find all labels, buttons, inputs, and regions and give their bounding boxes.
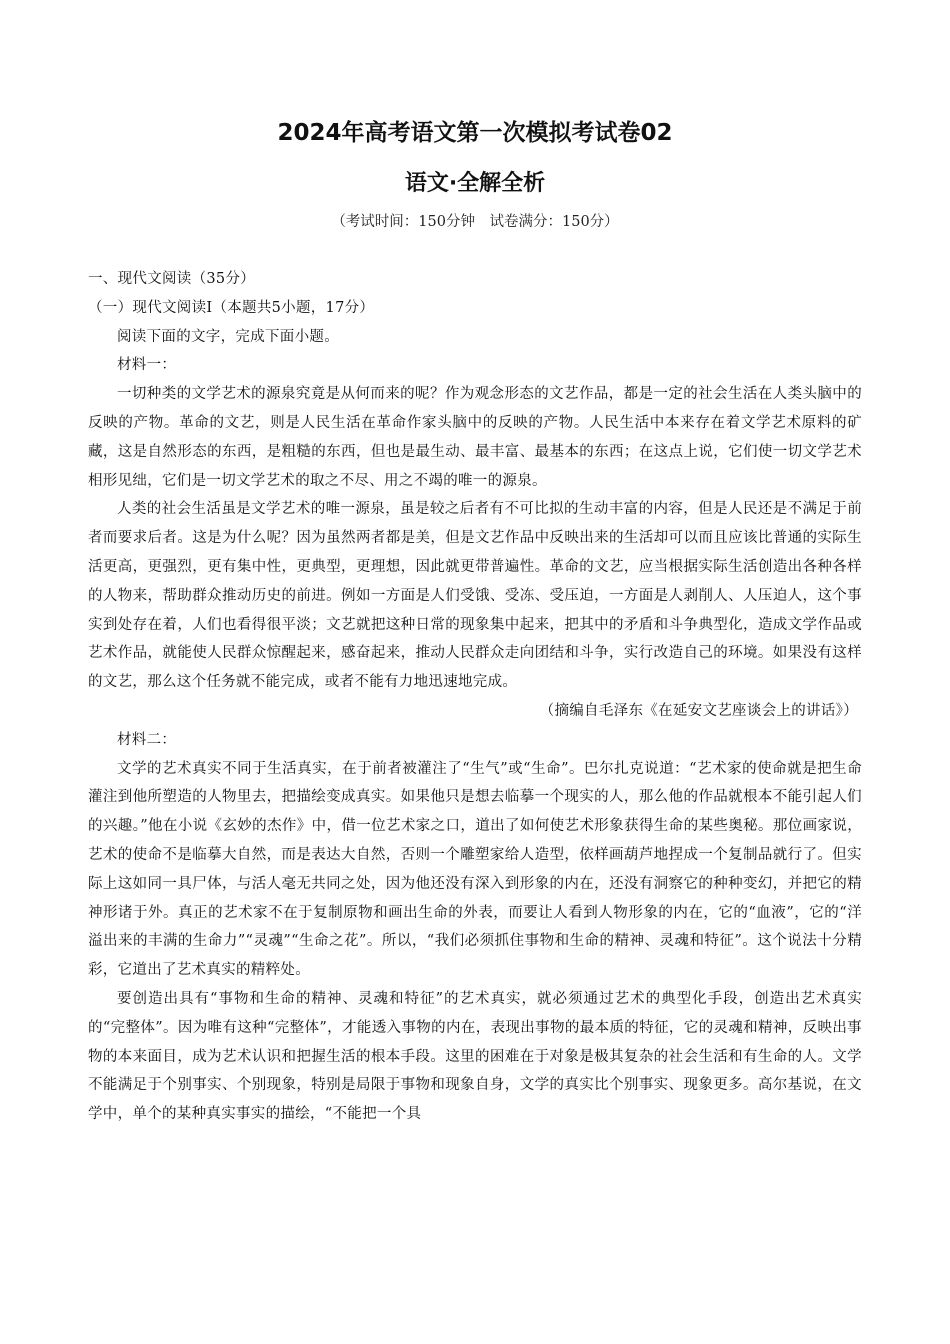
material1-paragraph: 人类的社会生活虽是文学艺术的唯一源泉，虽是较之后者有不可比拟的生动丰富的内容，但是人民还是不满足于前者而要求后者。这是为什么呢？因为虽然两者都是美，但是文艺作品中反映出来的生活却可以而且应该比普通的实际生活更高，更强烈，更有集中性，更典型，更理想，因此就更带普遍性。革命的文艺，应当根据实际生活创造出各种各样的人物来，帮助群众推动历史的前进。例如一方面是人们受饿、受冻、受压迫，一方面是人剥削人、人压迫人，这个事实到处存在着，人们也看得很平淡；文艺就把这种日常的现象集中起来，把其中的矛盾和斗争典型化，造成文学作品或艺术作品，就能使人民群众惊醒起来，感奋起来，推动人民群众走向团结和斗争，实行改造自己的环境。如果没有这样的文艺，那么这个任务就不能完成，或者不能有力地迅速地完成。: [88, 501, 862, 691]
material1-label: 材料一：: [117, 357, 177, 374]
material2-label: 材料二：: [117, 731, 177, 748]
exam-title: 2024年高考语文第一次模拟考试卷02: [277, 120, 673, 146]
material1-paragraph: 一切种类的文学艺术的源泉究竟是从何而来的呢？作为观念形态的文艺作品，都是一定的社会生活在人类头脑中的反映的产物。革命的文艺，则是人民生活在革命作家头脑中的反映的产物。人民生活中本来存在着文学艺术原料的矿藏，这是自然形态的东西，是粗糙的东西，但也是最生动、最丰富、最基本的东西；在这点上说，它们使一切文学艺术相形见绌，它们是一切文学艺术的取之不尽、用之不竭的唯一的源泉。: [88, 386, 862, 489]
section-heading: 一、现代文阅读（35分）: [88, 271, 256, 287]
material2-paragraph: 要创造出具有“事物和生命的精神、灵魂和特征”的艺术真实，就必须通过艺术的典型化手段，创造出艺术真实的“完整体”。因为唯有这种“完整体”，才能透入事物的内在，表现出事物的最本质的特征，它的灵魂和精神，反映出事物的本来面目，成为艺术认识和把握生活的根本手段。这里的困难在于对象是极其复杂的社会生活和有生命的人。文学不能满足于个别事实、个别现象，特别是局限于事物和现象自身，文学的真实比个别事实、现象更多。高尔基说，在文学中，单个的某种真实事实的描绘，“不能把一个具: [88, 990, 862, 1123]
material2-paragraph: 文学的艺术真实不同于生活真实，在于前者被灌注了“生气”或“生命”。巴尔扎克说道：“艺术家的使命就是把生命灌注到他所塑造的人物里去，把描绘变成真实。如果他只是想去临摹一个现实的人，那么他的作品就根本不能引起人们的兴趣。”他在小说《玄妙的杰作》中，借一位艺术家之口，道出了如何使艺术形象获得生命的某些奥秘。那位画家说，艺术的使命不是临摹大自然，而是表达大自然，否则一个雕塑家给人造型，依样画葫芦地捏成一个复制品就行了。但实际上这如同一具尸体，与活人毫无共同之处，因为他还没有深入到形象的内在，还没有洞察它的种种变幻，并把它的精神形诸于外。真正的艺术家不在于复制原物和画出生命的外表，而要让人看到人物形象的内在，它的“血液”，它的“洋溢出来的丰满的生命力”“灵魂”“生命之花”。所以，“我们必须抓住事物和生命的精神、灵魂和特征”。这个说法十分精彩，它道出了艺术真实的精粹处。: [88, 760, 862, 979]
reading-instruction: 阅读下面的文字，完成下面小题。: [117, 328, 339, 345]
material1-citation: （摘编自毛泽东《在延安文艺座谈会上的讲话》）: [539, 702, 858, 719]
exam-info: （考试时间：150分钟 试卷满分：150分）: [331, 214, 619, 230]
document-body: [88, 265, 862, 1129]
section-subheading: （一）现代文阅读Ⅰ（本题共5小题，17分）: [88, 299, 375, 316]
exam-subtitle: 语文·全解全析: [404, 171, 546, 196]
